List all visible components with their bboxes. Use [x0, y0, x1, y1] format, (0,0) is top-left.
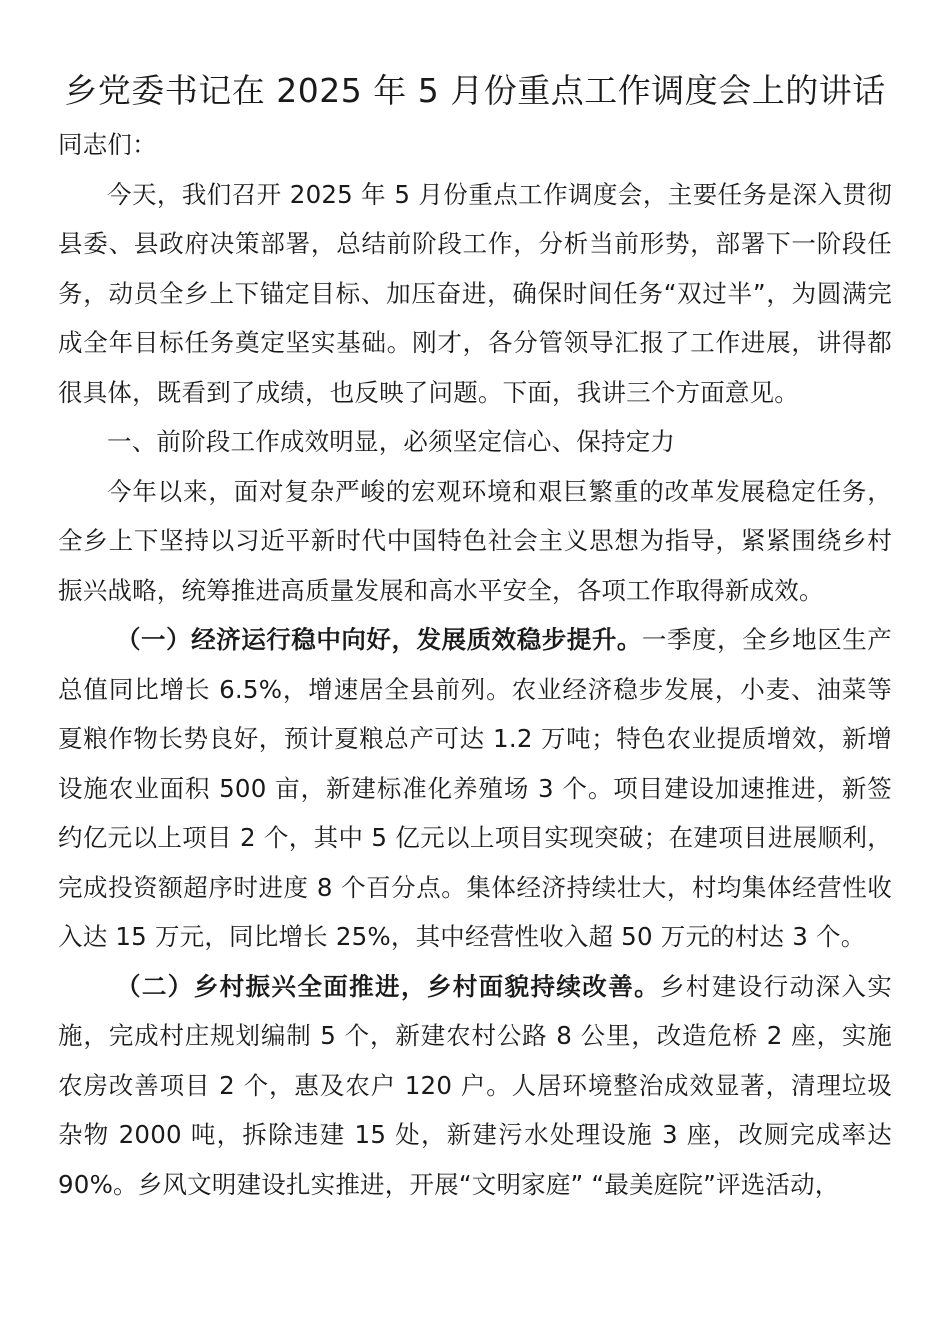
sub-heading-rural: （二）乡村振兴全面推进，乡村面貌持续改善。	[116, 971, 661, 1001]
sub-section-economy	[58, 615, 892, 962]
intro-paragraph: 今天，我们召开 2025 年 5 月份重点工作调度会，主要任务是深入贯彻县委、县政府决策部署，总结前阶段工作，分析当前形势，部署下一阶段任务，动员全乡上下锚定目标、加压奋进，确保时间任务“双过半”，为圆满完成全年目标任务奠定坚实基础。刚才，各分管领导汇报了工作进展，讲得都很具体，既看到了成绩，也反映了问题。下面，我讲三个方面意见。	[58, 179, 892, 407]
document-title: 乡党委书记在 2025 年 5 月份重点工作调度会上的讲话	[64, 71, 886, 110]
sub-section-rural	[58, 962, 892, 1210]
section-paragraph: 今年以来，面对复杂严峻的宏观环境和艰巨繁重的改革发展稳定任务，全乡上下坚持以习近平新时代中国特色社会主义思想为指导，紧紧围绕乡村振兴战略，统筹推进高质量发展和高水平安全，各项工作取得新成效。	[58, 476, 892, 605]
section-heading: 一、前阶段工作成效明显，必须坚定信心、保持定力	[107, 427, 676, 456]
sub-text-rural: 乡村建设行动深入实施，完成村庄规划编制 5 个，新建农村公路 8 公里，改造危桥 2 座，实施农房改善项目 2 个，惠及农户 120 户。人居环境整治成效显著，清理垃圾杂物 2000 吨，拆除违建 15 处，新建污水处理设施 3 座，改厕完成率达 90%。乡风文明建设扎实推进，开展“文明家庭” “最美庭院”评选活动，	[58, 971, 892, 1199]
salutation: 同志们：	[58, 130, 157, 159]
sub-heading-economy: （一）经济运行稳中向好，发展质效稳步提升。	[116, 625, 642, 654]
sub-text-economy: 一季度，全乡地区生产总值同比增长 6.5%，增速居全县前列。农业经济稳步发展，小麦、油菜等夏粮作物长势良好，预计夏粮总产可达 1.2 万吨；特色农业提质增效，新增设施农业面积 500 亩，新建标准化养殖场 3 个。项目建设加速推进，新签约亿元以上项目 2 个，其中 5 亿元以上项目实现突破；在建项目进展顺利，完成投资额超序时进度 8 个百分点。集体经济持续壮大，村均集体经营性收入达 15 万元，同比增长 25%，其中经营性收入超 50 万元的村达 3 个。	[58, 625, 892, 951]
